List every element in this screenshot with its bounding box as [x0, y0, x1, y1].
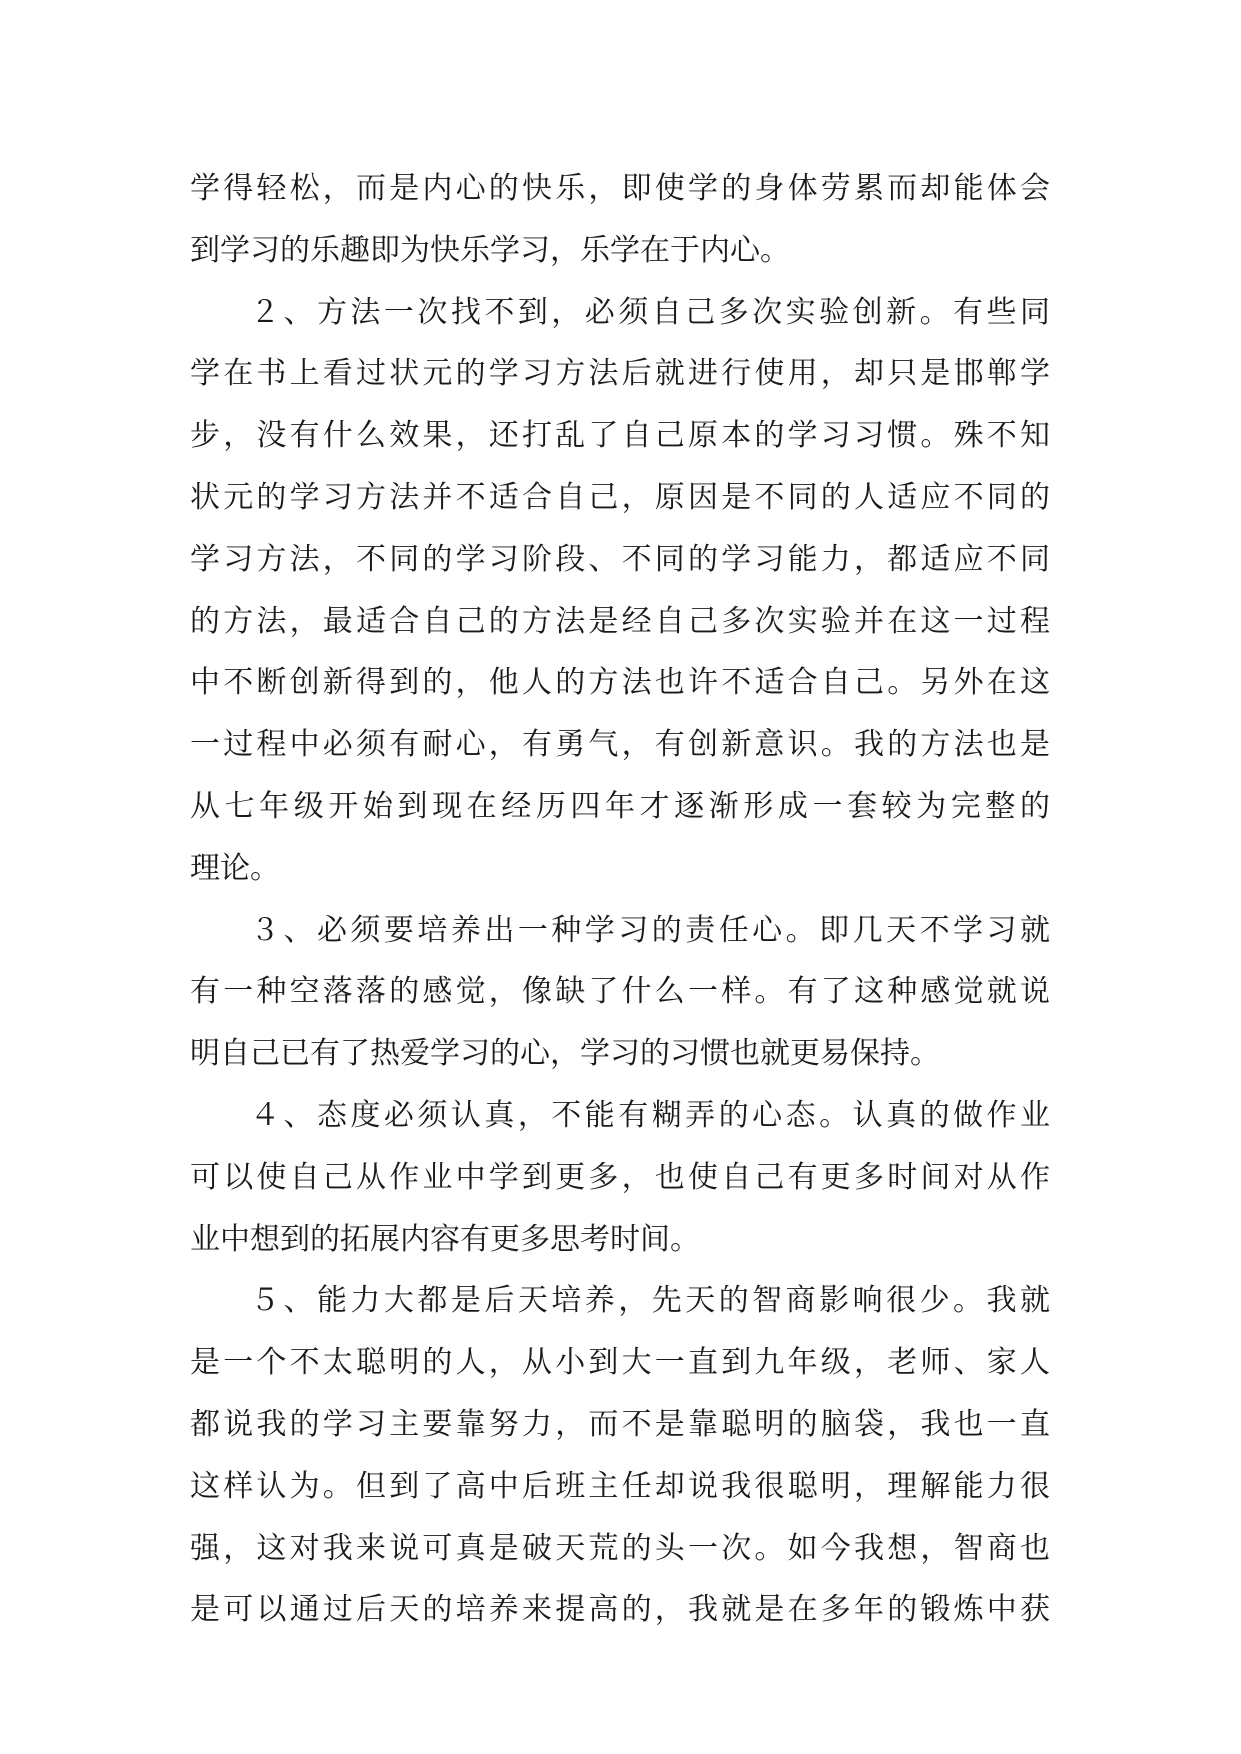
text-line: 中不断创新得到的，他人的方法也许不适合自己。另外在这	[190, 665, 1050, 701]
text-line: 是一个不太聪明的人，从小到大一直到九年级，老师、家人	[190, 1345, 1050, 1381]
text-line: 明自己已有了热爱学习的心，学习的习惯也就更易保持。	[190, 1036, 940, 1072]
text-line: ２、方法一次找不到，必须自己多次实验创新。有些同	[250, 294, 1050, 330]
text-line: 有一种空落落的感觉，像缺了什么一样。有了这种感觉就说	[190, 974, 1050, 1010]
text-line: 强，这对我来说可真是破天荒的头一次。如今我想，智商也	[190, 1530, 1050, 1566]
text-line: ５、能力大都是后天培养，先天的智商影响很少。我就	[250, 1283, 1050, 1319]
text-line: 理论。	[190, 850, 280, 886]
text-line: ３、必须要培养出一种学习的责任心。即几天不学习就	[250, 912, 1050, 948]
text-line: 业中想到的拓展内容有更多思考时间。	[190, 1221, 700, 1257]
text-line: 学习方法，不同的学习阶段、不同的学习能力，都适应不同	[190, 541, 1050, 577]
text-line: 是可以通过后天的培养来提高的，我就是在多年的锻炼中获	[190, 1592, 1050, 1628]
text-line: 到学习的乐趣即为快乐学习，乐学在于内心。	[190, 232, 790, 268]
text-line: 一过程中必须有耐心，有勇气，有创新意识。我的方法也是	[190, 727, 1050, 763]
text-line: 学得轻松，而是内心的快乐，即使学的身体劳累而却能体会	[190, 171, 1050, 206]
text-line: 这样认为。但到了高中后班主任却说我很聪明，理解能力很	[190, 1468, 1050, 1504]
text-line: 都说我的学习主要靠努力，而不是靠聪明的脑袋，我也一直	[190, 1406, 1050, 1442]
text-line: 学在书上看过状元的学习方法后就进行使用，却只是邯郸学	[190, 356, 1050, 392]
text-line: 可以使自己从作业中学到更多，也使自己有更多时间对从作	[190, 1159, 1050, 1195]
text-line: 的方法，最适合自己的方法是经自己多次实验并在这一过程	[190, 603, 1050, 639]
text-line: ４、态度必须认真，不能有糊弄的心态。认真的做作业	[250, 1097, 1050, 1133]
document-body	[190, 158, 1050, 1641]
text-line: 状元的学习方法并不适合自己，原因是不同的人适应不同的	[190, 479, 1050, 515]
text-line: 步，没有什么效果，还打乱了自己原本的学习习惯。殊不知	[190, 418, 1050, 454]
text-line: 从七年级开始到现在经历四年才逐渐形成一套较为完整的	[190, 788, 1050, 824]
